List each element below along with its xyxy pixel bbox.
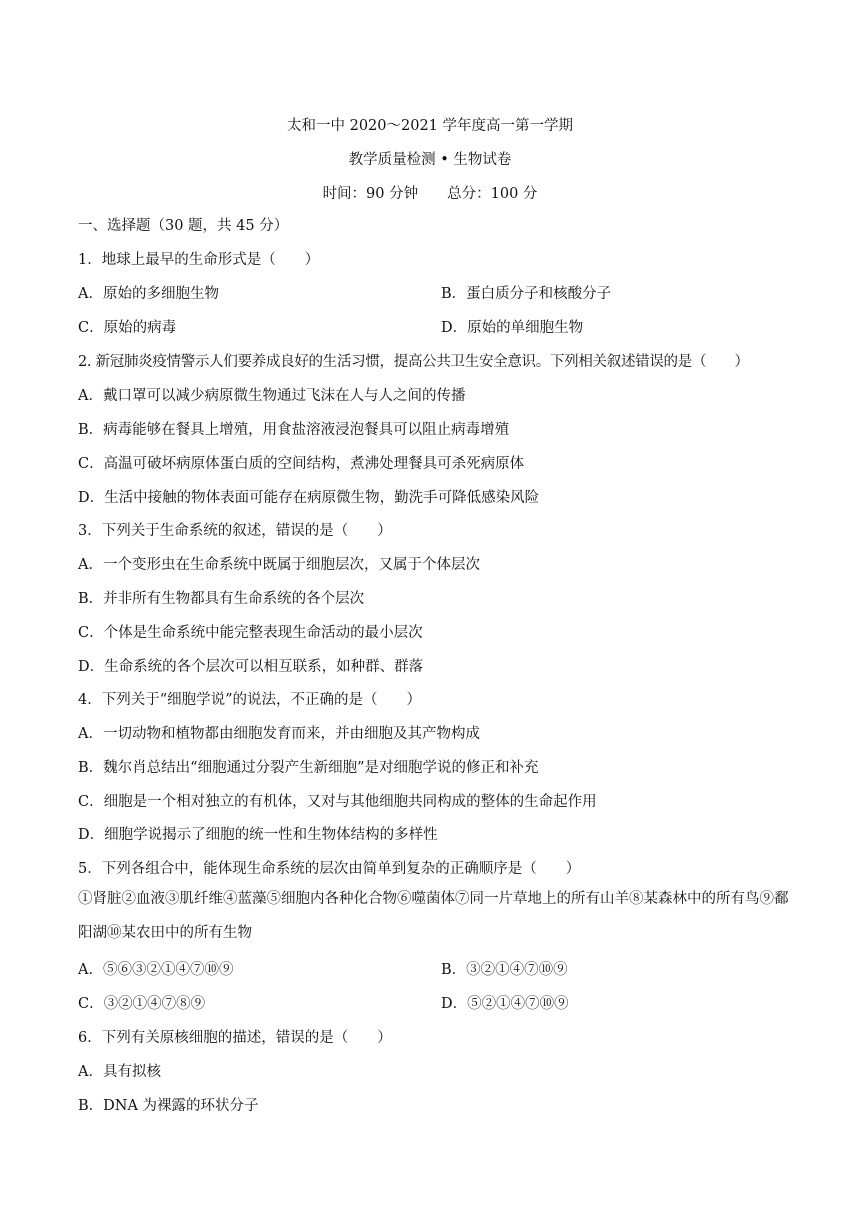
question-3-stem: 3．下列关于生命系统的叙述，错误的是（ ）: [78, 523, 392, 539]
question-2-option-b: B．病毒能够在餐具上增殖，用食盐溶液浸泡餐具可以阻止病毒增殖: [78, 422, 510, 438]
question-1-stem: 1．地球上最早的生命形式是（ ）: [78, 252, 320, 268]
question-2-option-c: C．高温可破坏病原体蛋白质的空间结构，煮沸处理餐具可杀死病原体: [78, 456, 525, 472]
exam-time-info: 时间：90 分钟 总分：100 分: [322, 186, 538, 202]
question-1-option-b: B．蛋白质分子和核酸分子: [441, 286, 612, 302]
question-3-option-b: B．并非所有生物都具有生命系统的各个层次: [78, 591, 365, 607]
question-5-option-d: D．⑤②①④⑦⑩⑨: [441, 996, 569, 1012]
question-5-material: ①肾脏②血液③肌纤维④蓝藻⑤细胞内各种化合物⑥噬菌体⑦同一片草地上的所有山羊⑧某森林中的所有鸟⑨鄱阳湖⑩某农田中的所有生物: [78, 891, 789, 941]
question-1-option-c: C．原始的病毒: [78, 320, 177, 336]
question-3-option-d: D．生命系统的各个层次可以相互联系，如种群、群落: [78, 659, 424, 675]
question-5-option-a: A．⑤⑥③②①④⑦⑩⑨: [78, 962, 234, 978]
question-5-option-c: C．③②①④⑦⑧⑨: [78, 996, 206, 1012]
question-3-option-a: A．一个变形虫在生命系统中既属于细胞层次，又属于个体层次: [78, 557, 480, 573]
question-5-option-b: B．③②①④⑦⑩⑨: [441, 962, 568, 978]
question-4-option-c: C．细胞是一个相对独立的有机体，又对与其他细胞共同构成的整体的生命起作用: [78, 794, 597, 810]
question-2-option-d: D．生活中接触的物体表面可能存在病原微生物，勤洗手可降低感染风险: [78, 490, 540, 506]
question-4-stem: 4．下列关于“细胞学说”的说法，不正确的是（ ）: [78, 692, 422, 708]
question-6-option-b: B．DNA 为裸露的环状分子: [78, 1098, 259, 1114]
question-6-stem: 6．下列有关原核细胞的描述，错误的是（ ）: [78, 1030, 392, 1046]
question-4-option-d: D．细胞学说揭示了细胞的统一性和生物体结构的多样性: [78, 827, 438, 843]
question-6-option-a: A．具有拟核: [78, 1064, 161, 1080]
question-2-option-a: A．戴口罩可以减少病原微生物通过飞沫在人与人之间的传播: [78, 388, 466, 404]
exam-title: 太和一中 2020～2021 学年度高一第一学期: [286, 118, 574, 134]
question-5-stem: 5．下列各组合中，能体现生命系统的层次由简单到复杂的正确顺序是（ ）: [78, 861, 581, 877]
question-3-option-c: C．个体是生命系统中能完整表现生命活动的最小层次: [78, 625, 423, 641]
exam-subtitle: 教学质量检测 • 生物试卷: [348, 152, 512, 168]
question-4-option-b: B．魏尔肖总结出“细胞通过分裂产生新细胞”是对细胞学说的修正和补充: [78, 760, 539, 776]
question-2-stem: 2. 新冠肺炎疫情警示人们要养成良好的生活习惯，提高公共卫生安全意识。下列相关叙述错误的是（ ）: [78, 354, 749, 370]
question-1-option-d: D．原始的单细胞生物: [441, 320, 584, 336]
question-1-option-a: A．原始的多细胞生物: [78, 286, 219, 302]
section-heading: 一、选择题（30 题，共 45 分）: [78, 218, 289, 234]
question-4-option-a: A．一切动物和植物都由细胞发育而来，并由细胞及其产物构成: [78, 726, 480, 742]
